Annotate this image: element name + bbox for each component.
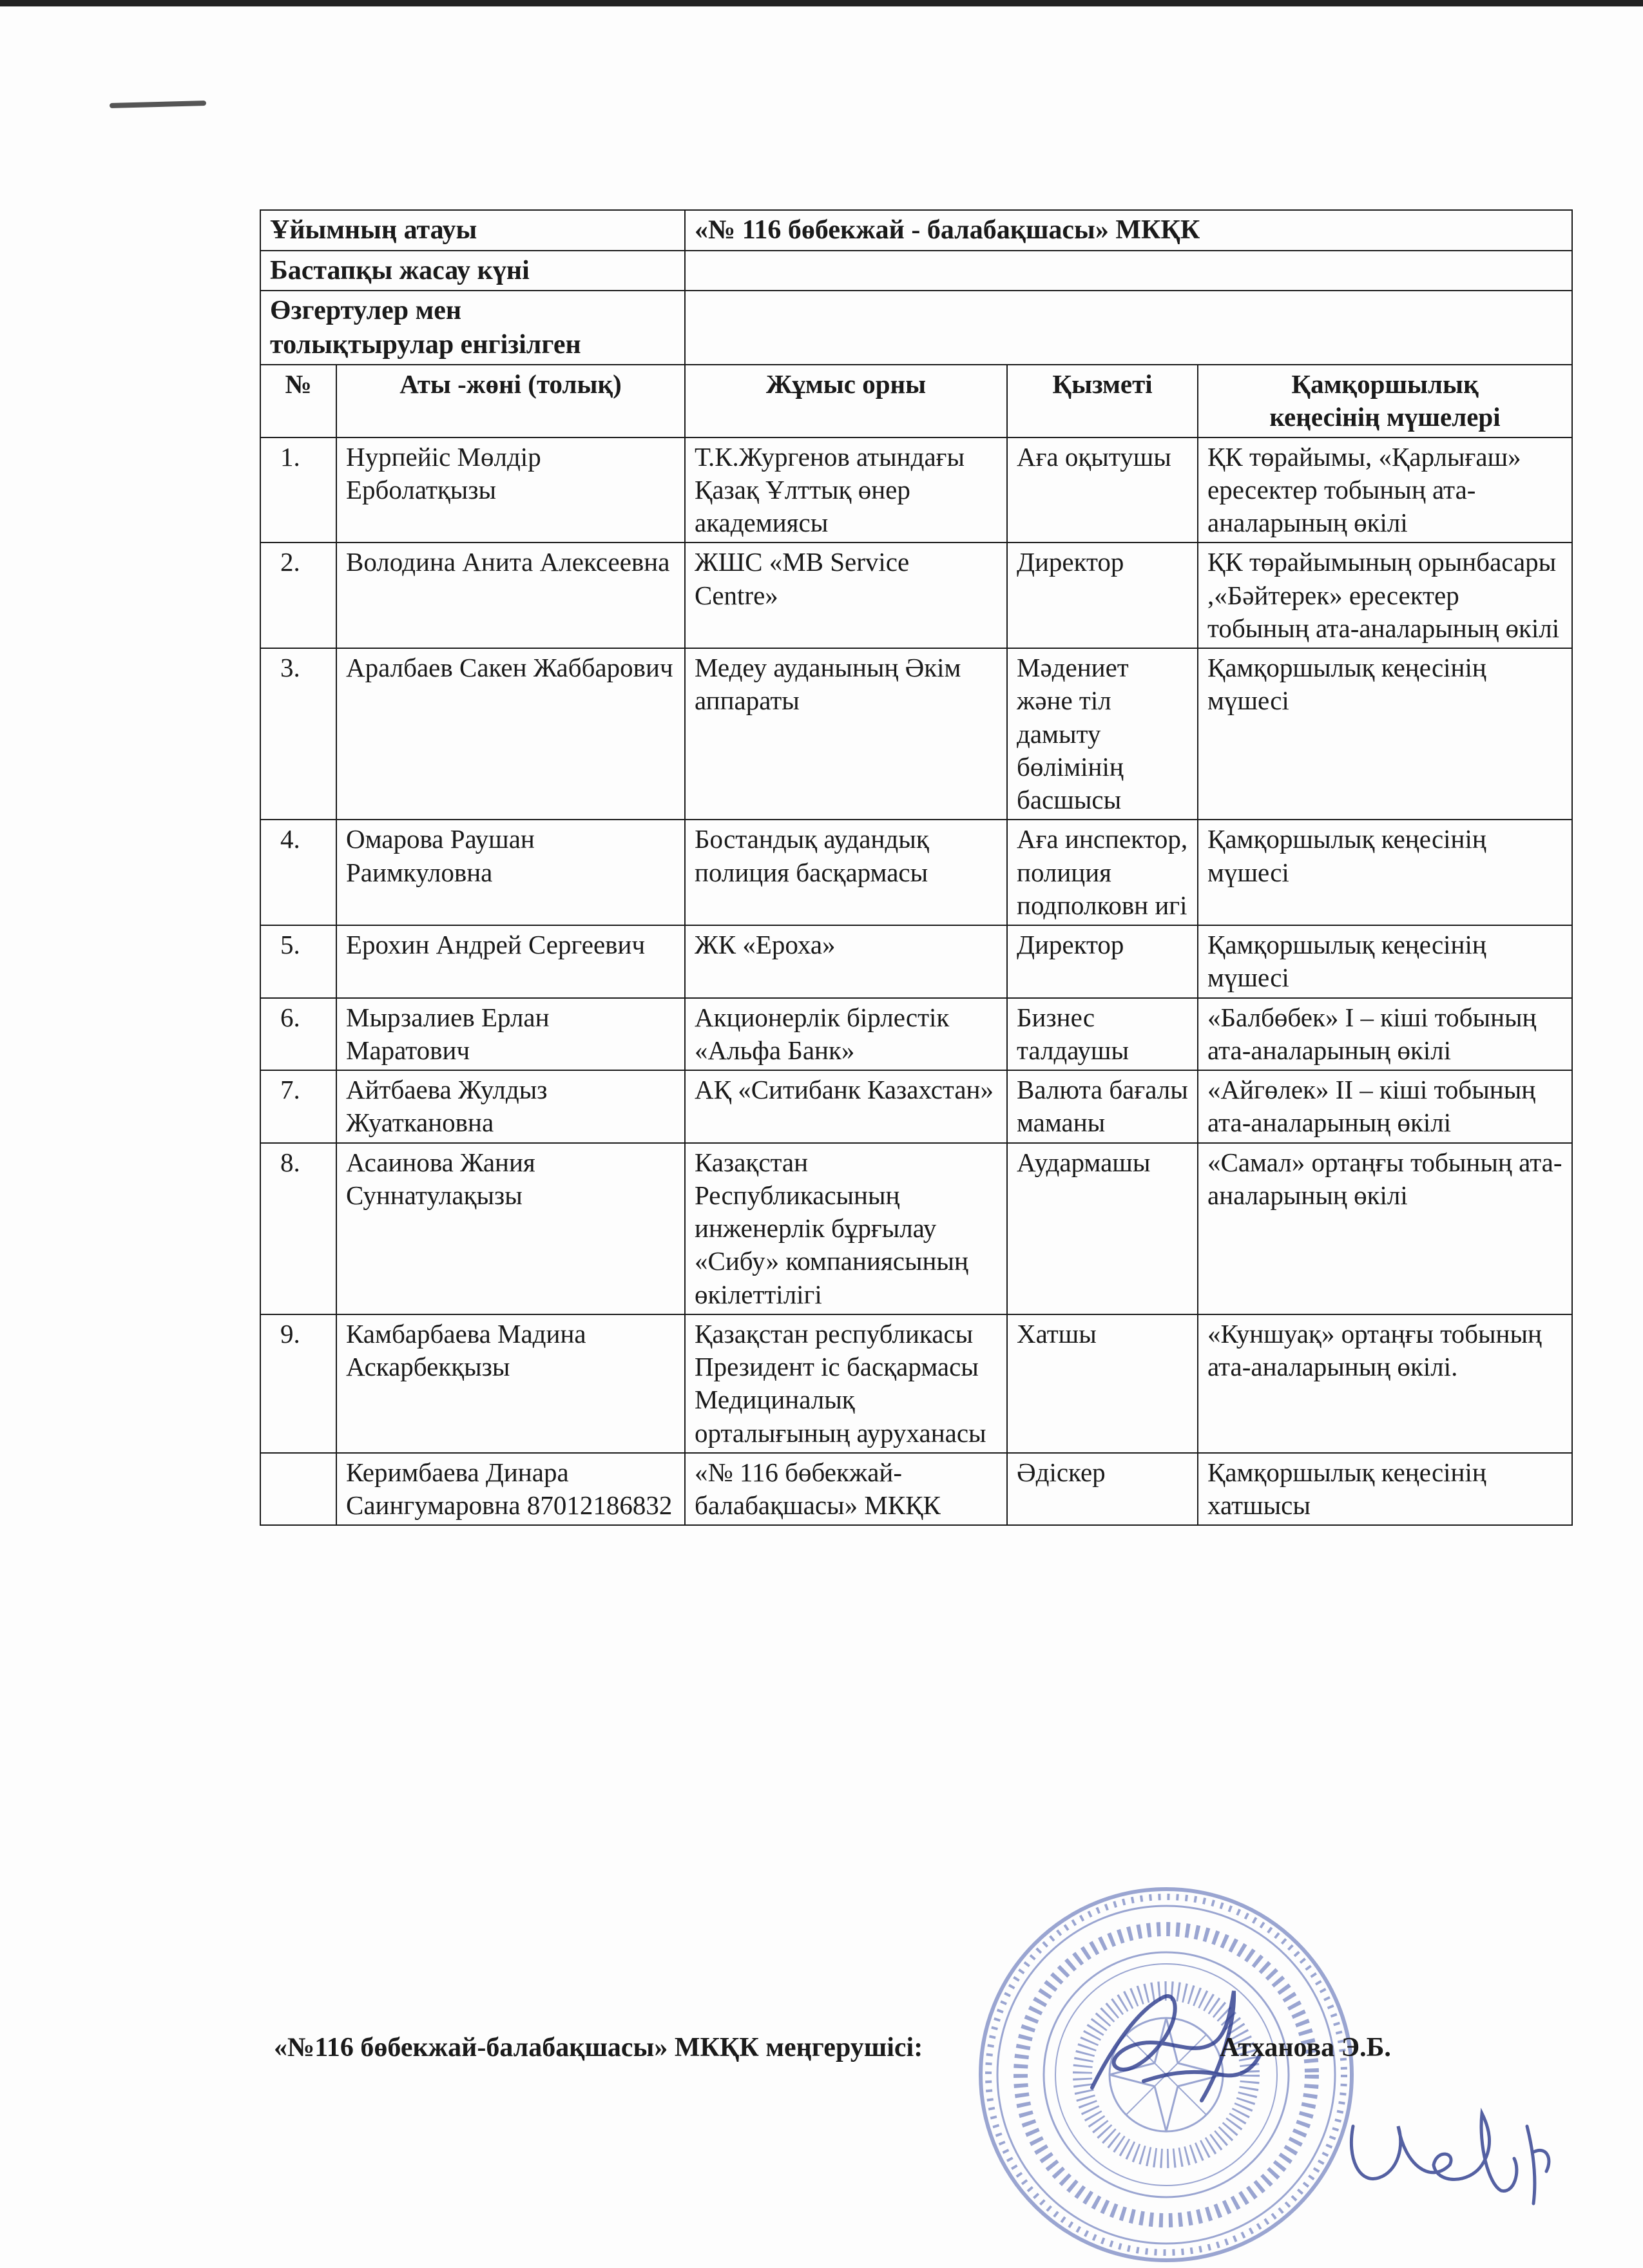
col-role-header	[1198, 365, 1572, 437]
changes-label	[260, 291, 685, 365]
changes-label-line2: толықтырулар енгізілген	[270, 329, 581, 360]
row-position: Директор	[1007, 925, 1198, 998]
row-workplace: Т.К.Жургенов атындағы Қазақ Ұлттық өнер академиясы	[685, 437, 1007, 543]
row-name: Омарова Раушан Раимкуловна	[336, 820, 685, 925]
created-date-value	[685, 251, 1572, 291]
row-num: 2.	[260, 543, 336, 648]
col-workplace-header: Жұмыс орны	[685, 365, 1007, 437]
table-row	[260, 1453, 1572, 1526]
signer-name: Атханова Э.Б.	[1220, 2033, 1391, 2062]
row-name: Аралбаев Сакен Жаббарович	[336, 648, 685, 820]
row-role: «Балбөбек» I – кіші тобының ата-аналарының өкілі	[1198, 998, 1572, 1071]
table-row	[260, 925, 1572, 998]
changes-label-line1: Өзгертулер мен	[270, 296, 462, 325]
row-workplace: АҚ «Ситибанк Казахстан»	[685, 1070, 1007, 1143]
row-num: 6.	[260, 998, 336, 1071]
column-header-row	[260, 365, 1572, 437]
created-date-label: Бастапқы жасау күні	[260, 251, 685, 291]
signature-line	[274, 2032, 1498, 2063]
table-row	[260, 543, 1572, 648]
table-row	[260, 1314, 1572, 1453]
row-num: 8.	[260, 1143, 336, 1314]
row-position: Валюта бағалы маманы	[1007, 1070, 1198, 1143]
row-workplace: ЖК «Ероха»	[685, 925, 1007, 998]
changes-row	[260, 291, 1572, 365]
row-name: Ерохин Андрей Сергеевич	[336, 925, 685, 998]
row-role: ҚК төрайымы, «Қарлығаш» ересектер тобының ата-аналарының өкілі	[1198, 437, 1572, 543]
row-num	[260, 1453, 336, 1526]
changes-value	[685, 291, 1572, 365]
row-name: Асаинова Жания Суннатулақызы	[336, 1143, 685, 1314]
board-members-table	[260, 209, 1573, 1526]
table-row	[260, 1070, 1572, 1143]
row-num: 5.	[260, 925, 336, 998]
row-position: Хатшы	[1007, 1314, 1198, 1453]
handwritten-initials	[1340, 2088, 1559, 2216]
row-name: Айтбаева Жулдыз Жуаткановна	[336, 1070, 685, 1143]
row-workplace: Акционерлік бірлестік «Альфа Банк»	[685, 998, 1007, 1071]
row-name: Керимбаева Динара Саингумаровна 87012186832	[336, 1453, 685, 1526]
row-role: Қамқоршылық кеңесінің мүшесі	[1198, 925, 1572, 998]
row-workplace: «№ 116 бөбекжай-балабақшасы» МКҚК	[685, 1453, 1007, 1526]
table-row	[260, 648, 1572, 820]
row-name: Мырзалиев Ерлан Маратович	[336, 998, 685, 1071]
row-name: Нурпейіс Мөлдір Ерболатқызы	[336, 437, 685, 543]
table-row	[260, 820, 1572, 925]
col-num-header: №	[260, 365, 336, 437]
row-position: Бизнес талдаушы	[1007, 998, 1198, 1071]
row-workplace: Казақстан Республикасының инженерлік бұрғылау «Сибу» компаниясының өкілеттілігі	[685, 1143, 1007, 1314]
org-name-label: Ұйымның атауы	[260, 210, 685, 251]
row-position: Аға инспектор, полиция подполковн игі	[1007, 820, 1198, 925]
table-row	[260, 1143, 1572, 1314]
row-role: «Айгөлек» II – кіші тобының ата-аналарының өкілі	[1198, 1070, 1572, 1143]
row-position: Аудармашы	[1007, 1143, 1198, 1314]
row-role: Қамқоршылық кеңесінің мүшесі	[1198, 820, 1572, 925]
row-position: Мәдениет және тіл дамыту бөлімінің басшысы	[1007, 648, 1198, 820]
created-date-row	[260, 251, 1572, 291]
col-role-header-line1: Қамқоршылық	[1291, 369, 1479, 399]
row-workplace: Бостандық аудандық полиция басқармасы	[685, 820, 1007, 925]
row-name: Володина Анита Алексеевна	[336, 543, 685, 648]
scan-edge-shadow	[0, 0, 1643, 6]
row-position: Аға оқытушы	[1007, 437, 1198, 543]
table-row	[260, 437, 1572, 543]
row-num: 4.	[260, 820, 336, 925]
row-workplace: ЖШС «MB Service Centre»	[685, 543, 1007, 648]
row-num: 7.	[260, 1070, 336, 1143]
row-position: Әдіскер	[1007, 1453, 1198, 1526]
scan-staple-mark	[110, 101, 206, 108]
row-num: 1.	[260, 437, 336, 543]
row-role: «Самал» ортаңғы тобының ата-аналарының өкілі	[1198, 1143, 1572, 1314]
signer-title: «№116 бөбекжай-балабақшасы» МКҚК меңгерушісі:	[274, 2033, 923, 2062]
row-num: 3.	[260, 648, 336, 820]
row-num: 9.	[260, 1314, 336, 1453]
col-position-header: Қызметі	[1007, 365, 1198, 437]
col-name-header: Аты -жөні (толық)	[336, 365, 685, 437]
row-name: Камбарбаева Мадина Аскарбекқызы	[336, 1314, 685, 1453]
row-role: Қамқоршылық кеңесінің мүшесі	[1198, 648, 1572, 820]
org-name-row	[260, 210, 1572, 251]
row-workplace: Медеу ауданының Әкім аппараты	[685, 648, 1007, 820]
col-role-header-line2: кеңесінің мүшелері	[1269, 402, 1501, 432]
org-name-value: «№ 116 бөбекжай - балабақшасы» МКҚК	[685, 210, 1572, 251]
row-workplace: Қазақстан республикасы Президент іс басқармасы Медициналық орталығының ауруханасы	[685, 1314, 1007, 1453]
table-row	[260, 998, 1572, 1071]
row-role: ҚК төрайымының орынбасары ,«Бәйтерек» ересектер тобының ата-аналарының өкілі	[1198, 543, 1572, 648]
row-position: Директор	[1007, 543, 1198, 648]
row-role: Қамқоршылық кеңесінің хатшысы	[1198, 1453, 1572, 1526]
row-role: «Куншуақ» ортаңғы тобының ата-аналарының өкілі.	[1198, 1314, 1572, 1453]
